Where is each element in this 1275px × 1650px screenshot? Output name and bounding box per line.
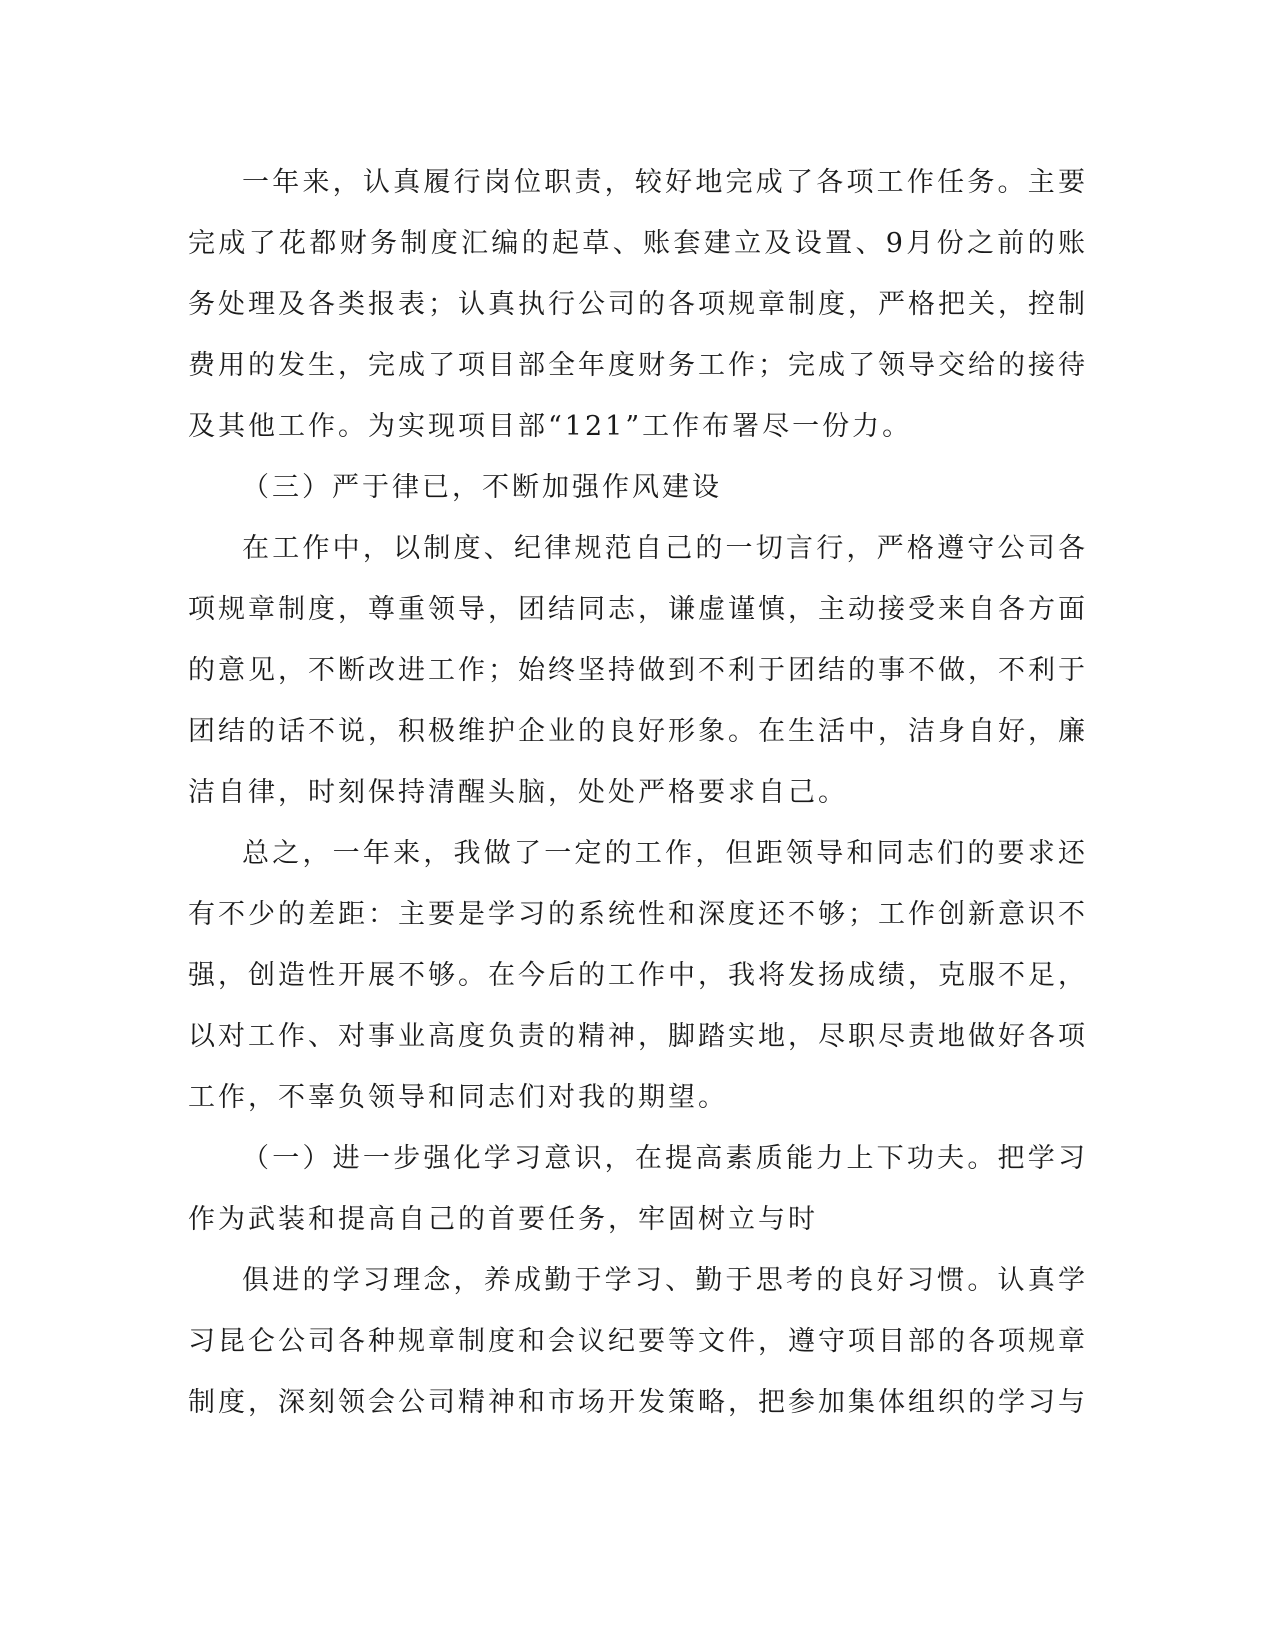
paragraph-work-summary: 一年来，认真履行岗位职责，较好地完成了各项工作任务。主要完成了花都财务制度汇编的起草、账套建立及设置、9月份之前的账务处理及各类报表；认真执行公司的各项规章制度，严格把关，控制费用的发生，完成了项目部全年度财务工作；完成了领导交给的接待及其他工作。为实现项目部“121”工作布署尽一份力。: [188, 167, 1088, 442]
document-page: [188, 152, 1088, 1433]
section-heading-three: （三）严于律已，不断加强作风建设: [242, 472, 722, 503]
paragraph-study: 俱进的学习理念，养成勤于学习、勤于思考的良好习惯。认真学习昆仑公司各种规章制度和会议纪要等文件，遵守项目部的各项规章制度，深刻领会公司精神和市场开发策略，把参加集体组织的学习与: [188, 1265, 1088, 1418]
paragraph-section-one: （一）进一步强化学习意识，在提高素质能力上下功夫。把学习作为武装和提高自己的首要任务，牢固树立与时: [188, 1143, 1088, 1235]
paragraph-work-style: 在工作中，以制度、纪律规范自己的一切言行，严格遵守公司各项规章制度，尊重领导，团结同志，谦虚谨慎，主动接受来自各方面的意见，不断改进工作；始终坚持做到不利于团结的事不做，不利于团结的话不说，积极维护企业的良好形象。在生活中，洁身自好，廉洁自律，时刻保持清醒头脑，处处严格要求自己。: [188, 533, 1088, 808]
paragraph-conclusion: 总之，一年来，我做了一定的工作，但距领导和同志们的要求还有不少的差距：主要是学习的系统性和深度还不够；工作创新意识不强，创造性开展不够。在今后的工作中，我将发扬成绩，克服不足，以对工作、对事业高度负责的精神，脚踏实地，尽职尽责地做好各项工作，不辜负领导和同志们对我的期望。: [188, 838, 1088, 1113]
